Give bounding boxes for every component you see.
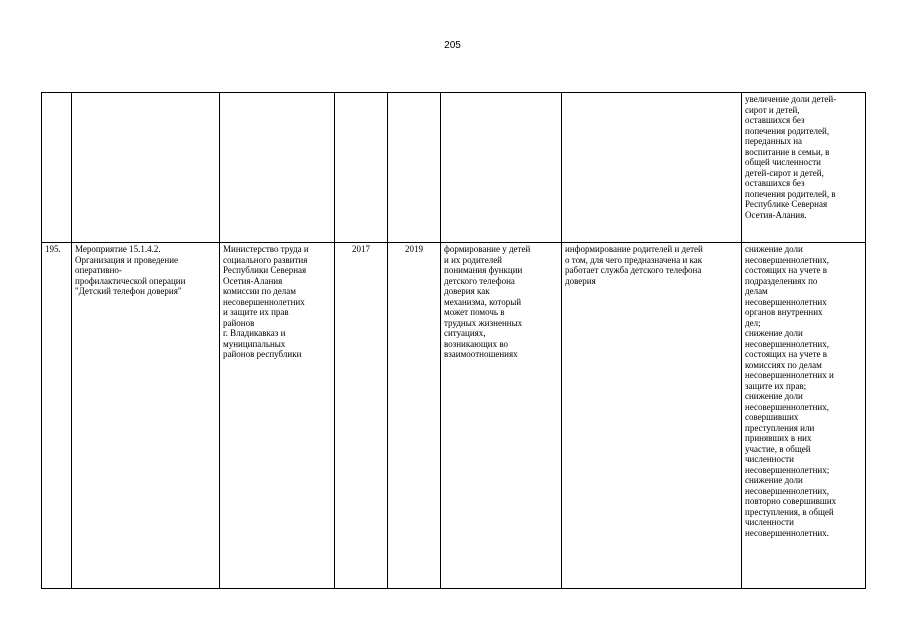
result-text-line: возникающих во (444, 338, 509, 349)
indicator-text-line: органов внутренних (745, 307, 823, 317)
indicator-text-line: состоящих на учете в (745, 265, 828, 275)
indicator-text-line: численности (745, 517, 794, 527)
indicator-text-line: несовершеннолетних. (745, 527, 829, 538)
indicator-text-line: преступления или (745, 422, 815, 433)
indicator-text-line: детей-сирот и детей, (745, 167, 824, 178)
expected-result-cell (441, 243, 562, 589)
indicator-text-line: принявших в них (745, 433, 812, 443)
cont-event-cell (72, 93, 220, 243)
executor-text-line: и защите их прав (223, 307, 289, 317)
executor-text-line: Министерство труда и (223, 244, 309, 254)
indicator-text-line: несовершеннолетних, (745, 254, 829, 265)
event-text-line: Организация и проведение (75, 254, 179, 265)
start-year-cell: 2017 (335, 243, 388, 589)
executor-text-line: комиссии по делам (223, 286, 296, 296)
executor-text-line: г. Владикавказ и (223, 328, 286, 338)
cont-start-cell (335, 93, 388, 243)
indicator-text-line: дел; (745, 317, 761, 328)
executor-text-line: районов республики (223, 349, 302, 359)
indicator-text-line: делам (745, 286, 768, 296)
indicator-text-line: несовершеннолетних и (745, 370, 834, 380)
indicator-text-line: попечения родителей, в (745, 188, 836, 199)
indicator-text-line: сирот и детей, (745, 104, 800, 115)
event-name-cell (72, 243, 220, 589)
result-text-line: детского телефона (444, 275, 515, 286)
indicator-text-line: несовершеннолетних, (745, 485, 829, 496)
indicator-text-line: несовершеннолетних, (745, 338, 829, 349)
indicator-text-line: комиссиях по делам (745, 359, 822, 370)
continuation-row (42, 93, 866, 243)
cont-consequence-cell (562, 93, 742, 243)
program-table (41, 92, 866, 589)
indicator-text-line: оставшихся без (745, 178, 805, 188)
indicator-text-line: несовершеннолетних (745, 296, 827, 307)
consequence-text-line: работает служба детского телефона (565, 265, 702, 275)
executor-text-line: районов (223, 317, 255, 328)
executor-text-line: муниципальных (223, 338, 286, 349)
page-number: 205 (444, 40, 461, 51)
indicator-text-line: участие, в общей (745, 443, 811, 454)
indicator-text-line: численности (745, 454, 794, 464)
indicator-text-line: преступления, в общей (745, 506, 834, 517)
indicator-text-line: защите их прав; (745, 380, 807, 391)
cont-number-cell (42, 93, 72, 243)
executor-text-line: социального развития (223, 254, 308, 265)
indicator-text-line: несовершеннолетних; (745, 464, 830, 475)
indicator-text-line: оставшихся без (745, 115, 805, 125)
consequence-text-line: информирование родителей и детей (565, 244, 703, 254)
executor-text-line: Осетия-Алания (223, 275, 283, 286)
indicator-text-line: переданных на (745, 136, 803, 146)
indicator-text-line: воспитание в семьи, в (745, 146, 830, 157)
result-text-line: может помочь в (444, 307, 505, 317)
result-text-line: взаимоотношениях (444, 349, 518, 359)
event-text-line: Мероприятие 15.1.4.2. (75, 244, 161, 254)
indicator-text-line: снижение доли (745, 328, 803, 338)
end-year-cell: 2019 (388, 243, 441, 589)
result-text-line: формирование у детей (444, 244, 531, 254)
executor-cell (220, 243, 335, 589)
indicator-text-line: общей численности (745, 157, 821, 167)
result-text-line: механизма, который (444, 296, 522, 307)
result-text-line: ситуациях, (444, 328, 486, 338)
row-number: 195. (42, 243, 72, 589)
cont-result-cell (441, 93, 562, 243)
event-text-line: "Детский телефон доверия" (75, 286, 182, 296)
consequence-text-line: доверия (565, 275, 596, 286)
cont-indicator-cell (742, 93, 866, 243)
indicator-text-line: подразделениях по (745, 275, 818, 286)
result-text-line: понимания функции (444, 265, 523, 275)
event-text-line: оперативно- (75, 265, 122, 275)
indicator-text-line: совершивших (745, 412, 799, 422)
consequence-text-line: о том, для чего предназначена и как (565, 254, 703, 265)
consequence-cell (562, 243, 742, 589)
indicator-text-line: попечения родителей, (745, 125, 830, 136)
table-row-195 (42, 243, 866, 589)
executor-text-line: несовершеннолетних (223, 296, 305, 307)
indicator-text-line: увеличение доли детей- (745, 94, 837, 104)
executor-text-line: Республики Северная (223, 265, 307, 275)
indicator-text-line: несовершеннолетних, (745, 401, 829, 412)
event-text-line: профилактической операции (75, 275, 186, 286)
indicator-text-line: повторно совершивших (745, 496, 837, 506)
result-text-line: доверия как (444, 286, 490, 296)
indicator-text-line: снижение доли (745, 475, 803, 485)
indicator-text-line: Осетия-Алания. (745, 209, 807, 220)
cont-end-cell (388, 93, 441, 243)
indicator-cell (742, 243, 866, 589)
indicator-text-line: состоящих на учете в (745, 349, 828, 359)
indicator-text-line: снижение доли (745, 391, 803, 401)
cont-executor-cell (220, 93, 335, 243)
indicator-text-line: Республике Северная (745, 199, 828, 209)
result-text-line: и их родителей (444, 254, 502, 265)
result-text-line: трудных жизненных (444, 317, 523, 328)
indicator-text-line: снижение доли (745, 244, 803, 254)
